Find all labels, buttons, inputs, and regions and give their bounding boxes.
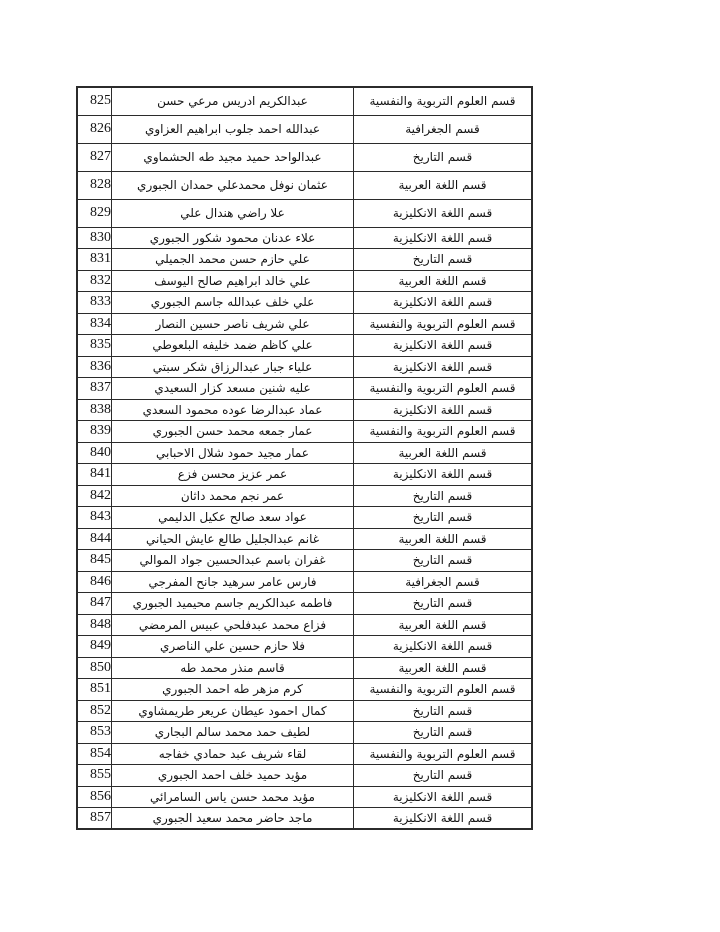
table-row — [77, 636, 532, 658]
table-row — [77, 700, 532, 722]
roster-table — [76, 86, 533, 830]
department-cell: قسم اللغة العربية — [354, 171, 533, 199]
name-cell: علي حازم حسن محمد الجميلي — [112, 249, 354, 271]
row-number-cell: 857 — [77, 808, 112, 830]
department-cell: قسم اللغة الانكليزية — [354, 356, 533, 378]
department-cell: قسم اللغة الانكليزية — [354, 399, 533, 421]
row-number-cell: 851 — [77, 679, 112, 701]
row-number-cell: 852 — [77, 700, 112, 722]
row-number-cell: 841 — [77, 464, 112, 486]
department-cell: قسم العلوم التربوية والنفسية — [354, 421, 533, 443]
name-cell: عمار جمعه محمد حسن الجبوري — [112, 421, 354, 443]
table-row — [77, 464, 532, 486]
department-cell: قسم اللغة العربية — [354, 528, 533, 550]
row-number-cell: 842 — [77, 485, 112, 507]
row-number-cell: 828 — [77, 171, 112, 199]
name-cell: غفران باسم عبدالحسين جواد الموالي — [112, 550, 354, 572]
table-row — [77, 270, 532, 292]
department-cell: قسم التاريخ — [354, 507, 533, 529]
row-number-cell: 853 — [77, 722, 112, 744]
name-cell: ماجد حاضر محمد سعيد الجبوري — [112, 808, 354, 830]
table-row — [77, 550, 532, 572]
name-cell: غانم عبدالجليل طالع عايش الحياني — [112, 528, 354, 550]
table-row — [77, 115, 532, 143]
row-number-cell: 839 — [77, 421, 112, 443]
name-cell: عليه شنين مسعد كزار السعيدي — [112, 378, 354, 400]
table-row — [77, 171, 532, 199]
row-number-cell: 834 — [77, 313, 112, 335]
name-cell: فارس عامر سرهيد جانح المفرجي — [112, 571, 354, 593]
name-cell: عبدالله احمد جلوب ابراهيم العزاوي — [112, 115, 354, 143]
department-cell: قسم الجغرافية — [354, 115, 533, 143]
department-cell: قسم اللغة الانكليزية — [354, 199, 533, 227]
name-cell: عثمان نوفل محمدعلي حمدان الجبوري — [112, 171, 354, 199]
table-row — [77, 335, 532, 357]
roster-body — [77, 87, 532, 829]
name-cell: مؤيد محمد حسن ياس السامرائي — [112, 786, 354, 808]
name-cell: كمال احمود عيطان عريعر طريمشاوي — [112, 700, 354, 722]
table-row — [77, 442, 532, 464]
table-row — [77, 485, 532, 507]
row-number-cell: 847 — [77, 593, 112, 615]
table-row — [77, 227, 532, 249]
department-cell: قسم اللغة الانكليزية — [354, 335, 533, 357]
department-cell: قسم التاريخ — [354, 249, 533, 271]
row-number-cell: 850 — [77, 657, 112, 679]
row-number-cell: 843 — [77, 507, 112, 529]
department-cell: قسم التاريخ — [354, 722, 533, 744]
department-cell: قسم العلوم التربوية والنفسية — [354, 313, 533, 335]
department-cell: قسم اللغة الانكليزية — [354, 808, 533, 830]
name-cell: علي خالد ابراهيم صالح اليوسف — [112, 270, 354, 292]
department-cell: قسم اللغة الانكليزية — [354, 227, 533, 249]
name-cell: قاسم منذر محمد طه — [112, 657, 354, 679]
table-row — [77, 528, 532, 550]
department-cell: قسم اللغة العربية — [354, 270, 533, 292]
name-cell: علياء جبار عبدالرزاق شكر سبتي — [112, 356, 354, 378]
row-number-cell: 849 — [77, 636, 112, 658]
row-number-cell: 838 — [77, 399, 112, 421]
name-cell: عواد سعد صالح عكيل الدليمي — [112, 507, 354, 529]
table-row — [77, 421, 532, 443]
row-number-cell: 829 — [77, 199, 112, 227]
department-cell: قسم التاريخ — [354, 485, 533, 507]
table-row — [77, 786, 532, 808]
table-row — [77, 378, 532, 400]
table-row — [77, 507, 532, 529]
name-cell: علي خلف عبدالله جاسم الجبوري — [112, 292, 354, 314]
table-row — [77, 722, 532, 744]
row-number-cell: 840 — [77, 442, 112, 464]
table-row — [77, 765, 532, 787]
row-number-cell: 845 — [77, 550, 112, 572]
department-cell: قسم العلوم التربوية والنفسية — [354, 378, 533, 400]
name-cell: عمر عزيز محسن فزع — [112, 464, 354, 486]
department-cell: قسم التاريخ — [354, 765, 533, 787]
department-cell: قسم اللغة الانكليزية — [354, 786, 533, 808]
department-cell: قسم التاريخ — [354, 550, 533, 572]
table-row — [77, 571, 532, 593]
row-number-cell: 844 — [77, 528, 112, 550]
department-cell: قسم اللغة العربية — [354, 657, 533, 679]
department-cell: قسم العلوم التربوية والنفسية — [354, 743, 533, 765]
table-row — [77, 356, 532, 378]
row-number-cell: 846 — [77, 571, 112, 593]
table-row — [77, 199, 532, 227]
row-number-cell: 830 — [77, 227, 112, 249]
row-number-cell: 854 — [77, 743, 112, 765]
department-cell: قسم الجغرافية — [354, 571, 533, 593]
department-cell: قسم اللغة العربية — [354, 614, 533, 636]
table-row — [77, 313, 532, 335]
table-row — [77, 249, 532, 271]
table-row — [77, 399, 532, 421]
name-cell: علي كاظم ضمد خليفه البلعوطي — [112, 335, 354, 357]
name-cell: عبدالكريم ادريس مرعي حسن — [112, 87, 354, 115]
department-cell: قسم العلوم التربوية والنفسية — [354, 679, 533, 701]
name-cell: كرم مزهر طه احمد الجبوري — [112, 679, 354, 701]
table-row — [77, 743, 532, 765]
row-number-cell: 837 — [77, 378, 112, 400]
table-row — [77, 143, 532, 171]
department-cell: قسم اللغة الانكليزية — [354, 464, 533, 486]
name-cell: عبدالواحد حميد مجيد طه الحشماوي — [112, 143, 354, 171]
department-cell: قسم اللغة الانكليزية — [354, 636, 533, 658]
name-cell: فزاع محمد عبدفلحي عبيس المرمضي — [112, 614, 354, 636]
row-number-cell: 832 — [77, 270, 112, 292]
table-row — [77, 292, 532, 314]
table-row — [77, 808, 532, 830]
department-cell: قسم العلوم التربوية والنفسية — [354, 87, 533, 115]
table-row — [77, 679, 532, 701]
department-cell: قسم التاريخ — [354, 143, 533, 171]
name-cell: لقاء شريف عبد حمادي خفاجه — [112, 743, 354, 765]
row-number-cell: 848 — [77, 614, 112, 636]
row-number-cell: 826 — [77, 115, 112, 143]
row-number-cell: 855 — [77, 765, 112, 787]
table-row — [77, 657, 532, 679]
name-cell: علا راضي هندال علي — [112, 199, 354, 227]
name-cell: عماد عبدالرضا عوده محمود السعدي — [112, 399, 354, 421]
row-number-cell: 835 — [77, 335, 112, 357]
row-number-cell: 827 — [77, 143, 112, 171]
row-number-cell: 856 — [77, 786, 112, 808]
name-cell: فاطمه عبدالكريم جاسم محيميد الجبوري — [112, 593, 354, 615]
table-row — [77, 593, 532, 615]
department-cell: قسم التاريخ — [354, 593, 533, 615]
name-cell: فلا حازم حسين علي الناصري — [112, 636, 354, 658]
row-number-cell: 836 — [77, 356, 112, 378]
row-number-cell: 833 — [77, 292, 112, 314]
department-cell: قسم اللغة العربية — [354, 442, 533, 464]
name-cell: عمار مجيد حمود شلال الاحبابي — [112, 442, 354, 464]
name-cell: مؤيد حميد خلف احمد الجبوري — [112, 765, 354, 787]
name-cell: لطيف حمد محمد سالم البجاري — [112, 722, 354, 744]
row-number-cell: 825 — [77, 87, 112, 115]
department-cell: قسم اللغة الانكليزية — [354, 292, 533, 314]
name-cell: علي شريف ناصر حسين النصار — [112, 313, 354, 335]
name-cell: علاء عدنان محمود شكور الجبوري — [112, 227, 354, 249]
row-number-cell: 831 — [77, 249, 112, 271]
table-row — [77, 87, 532, 115]
table-row — [77, 614, 532, 636]
name-cell: عمر نجم محمد داثان — [112, 485, 354, 507]
department-cell: قسم التاريخ — [354, 700, 533, 722]
